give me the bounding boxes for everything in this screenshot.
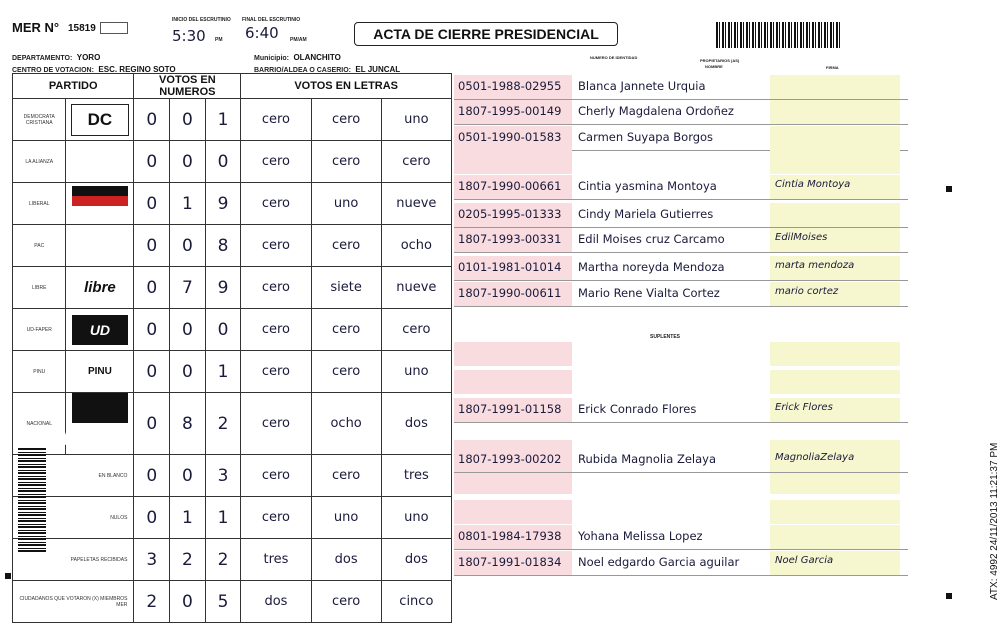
col-nombre-label: NOMBRE [705, 64, 723, 69]
vote-word: cero [261, 238, 291, 253]
identity-number: 1807-1991-01158 [458, 402, 562, 416]
party-logo-text [72, 228, 128, 258]
vote-digit: 0 [217, 319, 229, 340]
vote-word: cero [332, 594, 361, 609]
vote-word: tres [403, 468, 429, 483]
vote-digit: 0 [146, 413, 158, 434]
vote-word: cero [261, 280, 291, 295]
vote-digit: 9 [217, 277, 229, 298]
suplentes-label: SUPLENTES [650, 334, 681, 340]
party-label: LA ALIANZA [25, 158, 54, 165]
vote-word: ocho [400, 238, 432, 253]
vote-word: uno [404, 112, 429, 127]
member-name: Carmen Suyapa Borgos [578, 130, 714, 144]
member-name: Yohana Melissa Lopez [578, 529, 703, 543]
party-logo [56, 393, 134, 455]
vote-word: uno [404, 364, 429, 379]
inicio-label: INICIO DEL ESCRUTINIO [172, 17, 231, 23]
member-signature: EdilMoises [775, 232, 828, 243]
centro-value: ESC. REGINO SOTO [98, 65, 176, 74]
row-line [454, 252, 908, 253]
vote-word: tres [263, 552, 289, 567]
row-line [454, 575, 908, 576]
table-row [13, 99, 452, 141]
row-label: EN BLANCO [98, 472, 128, 479]
table-row [13, 141, 452, 183]
table-row [13, 351, 452, 393]
id-cell [454, 150, 572, 174]
signature-cell [770, 126, 900, 150]
table-row [13, 183, 452, 225]
vote-word: cero [332, 238, 361, 253]
vote-digit: 1 [181, 193, 193, 214]
vote-word: nueve [396, 280, 437, 295]
vote-word: uno [333, 510, 359, 525]
municipio-value: OLANCHITO [293, 53, 341, 62]
party-logo-text: DC [71, 104, 129, 136]
vote-word: cero [261, 196, 291, 211]
barrio-value: EL JUNCAL [355, 65, 401, 74]
identity-number: 1807-1993-00202 [458, 452, 562, 466]
vote-word: dos [264, 594, 288, 609]
vote-digit: 0 [146, 465, 158, 486]
vote-digit: 0 [146, 507, 158, 528]
identity-number: 0101-1981-01014 [458, 260, 562, 274]
col-numeros: VOTOS EN NUMEROS [134, 74, 241, 99]
mer-number: 15819 [68, 23, 96, 34]
barcode-side [18, 448, 46, 552]
party-label: UD-FAPER [26, 326, 52, 333]
party-logo-text [72, 144, 128, 174]
vote-word: cero [261, 112, 291, 127]
signature-cell [770, 500, 900, 524]
member-name: Cintia yasmina Montoya [578, 179, 717, 193]
registration-mark [946, 593, 952, 599]
signature-cell [770, 150, 900, 174]
vote-word: cero [261, 154, 291, 169]
inicio-value: 5:30 [172, 27, 206, 45]
member-name: Martha noreyda Mendoza [578, 260, 725, 274]
final-label: FINAL DEL ESCRUTINIO [242, 17, 301, 23]
vote-digit: 8 [181, 413, 193, 434]
barrio-label: BARRIO/ALDEA O CASERIO: [254, 67, 351, 74]
row-line [454, 472, 908, 473]
vote-digit: 0 [217, 151, 229, 172]
party-logo [66, 309, 134, 351]
vote-digit: 2 [181, 549, 193, 570]
vote-digit: 0 [181, 591, 193, 612]
star-icon: ★ [56, 428, 76, 453]
barcode-top [716, 22, 840, 48]
vote-word: dos [404, 552, 428, 567]
col-letras: VOTOS EN LETRAS [241, 74, 452, 99]
vote-digit: 0 [146, 319, 158, 340]
side-stamp [989, 443, 1000, 600]
party-label: PAC [34, 242, 45, 249]
vote-word: dos [404, 416, 428, 431]
identity-number: 1807-1990-00611 [458, 286, 562, 300]
identity-number: 0205-1995-01333 [458, 207, 562, 221]
col-partido: PARTIDO [13, 74, 134, 99]
signature-cell [770, 370, 900, 394]
vote-digit: 1 [217, 109, 229, 130]
signature-cell [770, 342, 900, 366]
identity-number: 1807-1993-00331 [458, 232, 562, 246]
row-label: NULOS [110, 514, 128, 521]
row-label: PAPELETAS RECIBIDAS [70, 556, 128, 563]
vote-digit: 2 [217, 549, 229, 570]
vote-digit: 2 [146, 591, 158, 612]
vote-digit: 1 [217, 361, 229, 382]
row-label: CIUDADANOS QUE VOTARON (X) MIEMBROS MER [19, 595, 128, 608]
vote-digit: 0 [181, 319, 193, 340]
identity-number: 0501-1990-01583 [458, 130, 562, 144]
row-line [454, 124, 908, 125]
party-logo-text [72, 186, 128, 216]
party-logo [66, 141, 134, 183]
table-row [13, 497, 452, 539]
vote-digit: 0 [146, 235, 158, 256]
final-value: 6:40 [245, 24, 279, 42]
signature-cell [770, 470, 900, 494]
party-logo [66, 183, 134, 225]
vote-digit: 0 [146, 277, 158, 298]
departamento-value: YORO [76, 53, 101, 62]
member-name: Cherly Magdalena Ordoñez [578, 104, 734, 118]
identity-number: 0501-1988-02955 [458, 79, 562, 93]
vote-word: cero [402, 154, 431, 169]
col-propietarios-label: PROPIETARIOS (AS) [700, 58, 740, 63]
vote-digit: 3 [146, 549, 158, 570]
vote-word: cero [332, 112, 361, 127]
identity-number: 0801-1984-17938 [458, 529, 562, 543]
vote-word: cinco [399, 594, 434, 609]
id-cell [454, 470, 572, 494]
vote-digit: 8 [217, 235, 229, 256]
vote-digit: 5 [217, 591, 229, 612]
vote-digit: 0 [146, 109, 158, 130]
party-logo-text: libre [84, 278, 116, 296]
vote-word: cero [332, 154, 361, 169]
vote-digit: 0 [181, 151, 193, 172]
signature-cell [770, 75, 900, 99]
identity-number: 1807-1995-00149 [458, 104, 562, 118]
vote-digit: 0 [181, 465, 193, 486]
vote-word: cero [402, 322, 431, 337]
table-row [13, 455, 452, 497]
member-name: Erick Conrado Flores [578, 402, 697, 416]
vote-digit: 0 [146, 361, 158, 382]
vote-digit: 3 [217, 465, 229, 486]
table-row [13, 581, 452, 623]
member-name: Mario Rene Vialta Cortez [578, 286, 720, 300]
vote-digit: 0 [181, 235, 193, 256]
vote-word: uno [404, 510, 429, 525]
vote-digit: 0 [181, 361, 193, 382]
table-row [13, 225, 452, 267]
vote-digit: 0 [146, 151, 158, 172]
vote-word: cero [261, 364, 291, 379]
col-numero-label: NUMERO DE IDENTIDAD [590, 55, 638, 60]
party-logo [66, 99, 134, 141]
col-firma-label: FIRMA [826, 65, 839, 70]
vote-word: cero [261, 510, 291, 525]
vote-word: nueve [396, 196, 437, 211]
vote-digit: 0 [181, 109, 193, 130]
signature-cell [770, 525, 900, 549]
municipio-label: Municipio: [254, 55, 289, 62]
party-label: PINU [33, 368, 46, 375]
member-signature: MagnoliaZelaya [775, 452, 855, 463]
vote-digit: 7 [181, 277, 193, 298]
row-line [454, 199, 908, 200]
vote-digit: 1 [181, 507, 193, 528]
vote-word: dos [334, 552, 358, 567]
vote-word: cero [332, 468, 361, 483]
member-name: Edil Moises cruz Carcamo [578, 232, 725, 246]
registration-mark [946, 186, 952, 192]
table-row [13, 267, 452, 309]
member-name: Rubida Magnolia Zelaya [578, 452, 716, 466]
final-unit: PM/AM [290, 37, 307, 43]
member-name: Blanca Jannete Urquia [578, 79, 706, 93]
vote-word: cero [332, 322, 361, 337]
vote-word: cero [332, 364, 361, 379]
vote-word: cero [261, 322, 291, 337]
member-signature: Cintia Montoya [775, 179, 851, 190]
party-label: DEMOCRATA CRISTIANA [23, 113, 55, 126]
member-signature: Noel Garcia [775, 555, 834, 566]
party-label: LIBERAL [28, 200, 50, 207]
vote-word: uno [333, 196, 359, 211]
table-row [13, 309, 452, 351]
inicio-unit: PM [215, 37, 223, 43]
party-logo-text [72, 393, 128, 423]
member-name: Noel edgardo Garcia aguilar [578, 555, 740, 569]
vote-digit: 1 [217, 507, 229, 528]
vote-word: cero [261, 416, 291, 431]
vote-digit: 9 [217, 193, 229, 214]
party-logo [66, 351, 134, 393]
party-logo [66, 225, 134, 267]
identity-number: 1807-1991-01834 [458, 555, 562, 569]
vote-digit: 2 [217, 413, 229, 434]
party-logo-text: PINU [87, 365, 112, 377]
member-signature: mario cortez [775, 286, 839, 297]
votes-table [12, 73, 452, 623]
party-logo-text: UD [72, 315, 128, 345]
logo-stamp [100, 22, 128, 34]
mer-label: MER N° [12, 20, 60, 35]
party-label: NACIONAL [26, 420, 53, 427]
identity-number: 1807-1990-00661 [458, 179, 562, 193]
registration-mark [5, 573, 11, 579]
table-row [13, 393, 452, 455]
member-signature: Erick Flores [775, 402, 833, 413]
centro-label: CENTRO DE VOTACION: [12, 67, 94, 74]
id-cell [454, 370, 572, 394]
id-cell [454, 500, 572, 524]
id-cell [454, 342, 572, 366]
party-label: LIBRE [32, 284, 47, 291]
document-title: ACTA DE CIERRE PRESIDENCIAL [354, 22, 618, 46]
signature-cell [770, 100, 900, 124]
departamento-label: DEPARTAMENTO: [12, 55, 73, 62]
signature-cell [770, 203, 900, 227]
row-line [454, 549, 908, 550]
party-logo [66, 267, 134, 309]
side-stamp-text: ATX: 4992 24/11/2013 11:21:37 PM [989, 442, 1000, 600]
vote-word: cero [261, 468, 291, 483]
row-line [454, 422, 908, 423]
vote-word: siete [330, 280, 362, 295]
vote-word: ocho [330, 416, 362, 431]
row-line [454, 306, 908, 307]
member-name: Cindy Mariela Gutierres [578, 207, 714, 221]
row-line [454, 280, 908, 281]
vote-digit: 0 [146, 193, 158, 214]
table-row [13, 539, 452, 581]
member-signature: marta mendoza [775, 260, 855, 271]
